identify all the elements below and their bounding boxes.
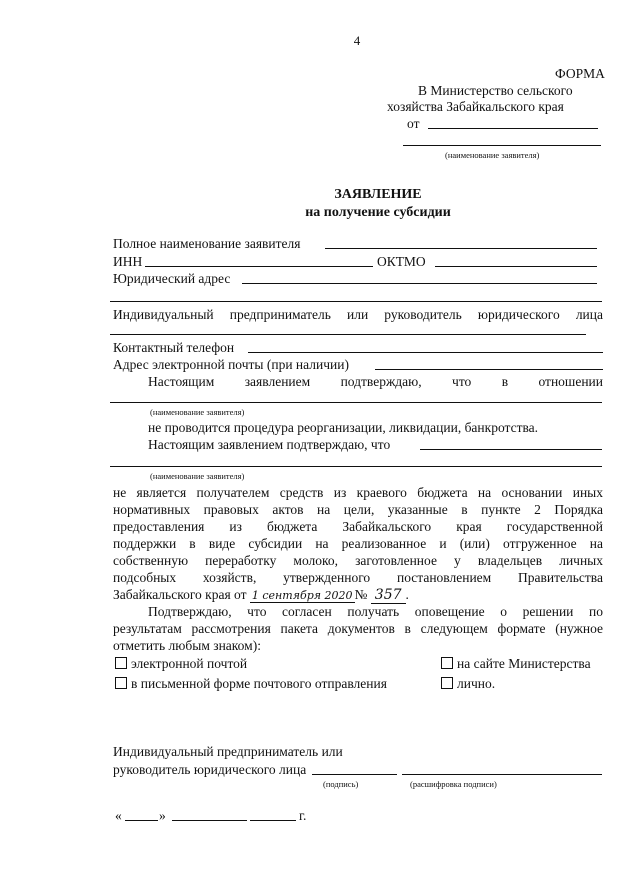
checkbox-icon[interactable] <box>115 657 127 669</box>
option-postal[interactable] <box>115 676 387 692</box>
date-year-suffix: г. <box>299 808 307 823</box>
last-line-suffix: . <box>405 587 409 602</box>
head-line-label: Индивидуальный предприниматель или руководитель юридического лица <box>113 307 603 322</box>
date-year-underline[interactable] <box>250 820 296 821</box>
addressee-line-1: В Министерство сельского <box>418 83 573 98</box>
option-in-person-label: лично. <box>457 676 496 691</box>
handwritten-date: 1 сентября 2020 <box>251 589 353 602</box>
option-ministry-site-label: на сайте Министерства <box>457 656 591 671</box>
inn-underline[interactable] <box>145 266 373 267</box>
decoding-underline[interactable] <box>402 774 602 775</box>
from-label: от <box>407 116 420 131</box>
applicant-underline[interactable] <box>403 145 601 146</box>
date-month-underline[interactable] <box>172 820 247 821</box>
paragraph-line-4: поддержки в виде субсидии на реализованное и (или) отгруженное на <box>113 536 603 551</box>
legal-address-underline-2[interactable] <box>110 301 602 302</box>
paragraph-line-6: подсобных хозяйств, утвержденного постановлением Правительства <box>113 570 603 585</box>
signature-caption: (подпись) <box>323 779 359 789</box>
date-close-quote: » <box>159 808 166 823</box>
statement1-underline[interactable] <box>110 402 602 403</box>
option-postal-label: в письменной форме почтового отправления <box>131 676 387 691</box>
checkbox-icon[interactable] <box>441 677 453 689</box>
document-subtitle: на получение субсидии <box>305 205 451 220</box>
statement1-caption: (наименование заявителя) <box>150 407 245 417</box>
email-label: Адрес электронной почты (при наличии) <box>113 357 349 372</box>
option-email[interactable] <box>115 656 247 672</box>
phone-underline[interactable] <box>248 352 603 353</box>
option-email-label: электронной почтой <box>131 656 248 671</box>
applicant-caption: (наименование заявителя) <box>445 150 540 160</box>
paragraph-line-5: собственную переработку молоко, заготовленное у владельцев личных <box>113 553 603 568</box>
signature-line-2: руководитель юридического лица <box>113 762 307 777</box>
statement1-continuation: не проводится процедура реорганизации, ликвидации, банкротства. <box>148 420 539 435</box>
signature-underline[interactable] <box>312 774 397 775</box>
legal-address-underline[interactable] <box>242 283 597 284</box>
decree-date-prefix: Забайкальского края от <box>113 587 247 602</box>
oktmo-underline[interactable] <box>435 266 597 267</box>
statement2-underline[interactable] <box>420 449 602 450</box>
statement2-line: Настоящим заявлением подтверждаю, что <box>148 437 391 452</box>
statement2-underline-2[interactable] <box>110 466 602 467</box>
full-name-underline[interactable] <box>325 248 597 249</box>
paragraph-line-3: предоставления из бюджета Забайкальского края государственной <box>113 519 603 534</box>
paragraph-line-2: нормативных правовых актов на цели, указанные в пункте 2 Порядка <box>113 502 603 517</box>
paragraph-line-1: не является получателем средств из краевого бюджета на основании иных <box>113 485 603 500</box>
number-sign: № <box>354 587 368 602</box>
from-underline[interactable] <box>428 128 598 129</box>
notification-line-3: отметить любым знаком): <box>113 638 261 653</box>
date-day-underline[interactable] <box>125 820 158 821</box>
head-underline[interactable] <box>110 334 586 335</box>
signature-line-1: Индивидуальный предприниматель или <box>113 744 343 759</box>
notification-line-2: результатам рассмотрения пакета документов в следующем формате (нужное <box>113 621 603 636</box>
checkbox-icon[interactable] <box>115 677 127 689</box>
document-title: ЗАЯВЛЕНИЕ <box>334 187 422 202</box>
date-open-quote: « <box>115 808 122 823</box>
notification-line-1: Подтверждаю, что согласен получать оповещение о решении по <box>148 604 603 619</box>
email-underline[interactable] <box>375 369 603 370</box>
checkbox-icon[interactable] <box>441 657 453 669</box>
option-in-person[interactable] <box>441 676 495 692</box>
full-name-label: Полное наименование заявителя <box>113 236 301 251</box>
decoding-caption: (расшифровка подписи) <box>410 779 497 789</box>
handwritten-number: 357 <box>371 587 406 604</box>
inn-label: ИНН <box>113 254 143 269</box>
legal-address-label: Юридический адрес <box>113 271 231 286</box>
option-ministry-site[interactable] <box>441 656 591 672</box>
page-number: 4 <box>353 33 361 48</box>
phone-label: Контактный телефон <box>113 340 235 355</box>
statement1-line: Настоящим заявлением подтверждаю, что в отношении <box>148 374 603 389</box>
statement2-caption: (наименование заявителя) <box>150 471 245 481</box>
form-label: ФОРМА <box>555 66 605 81</box>
paragraph-last-line <box>113 587 409 604</box>
addressee-line-2: хозяйства Забайкальского края <box>387 99 564 114</box>
oktmo-label: ОКТМО <box>377 254 426 269</box>
